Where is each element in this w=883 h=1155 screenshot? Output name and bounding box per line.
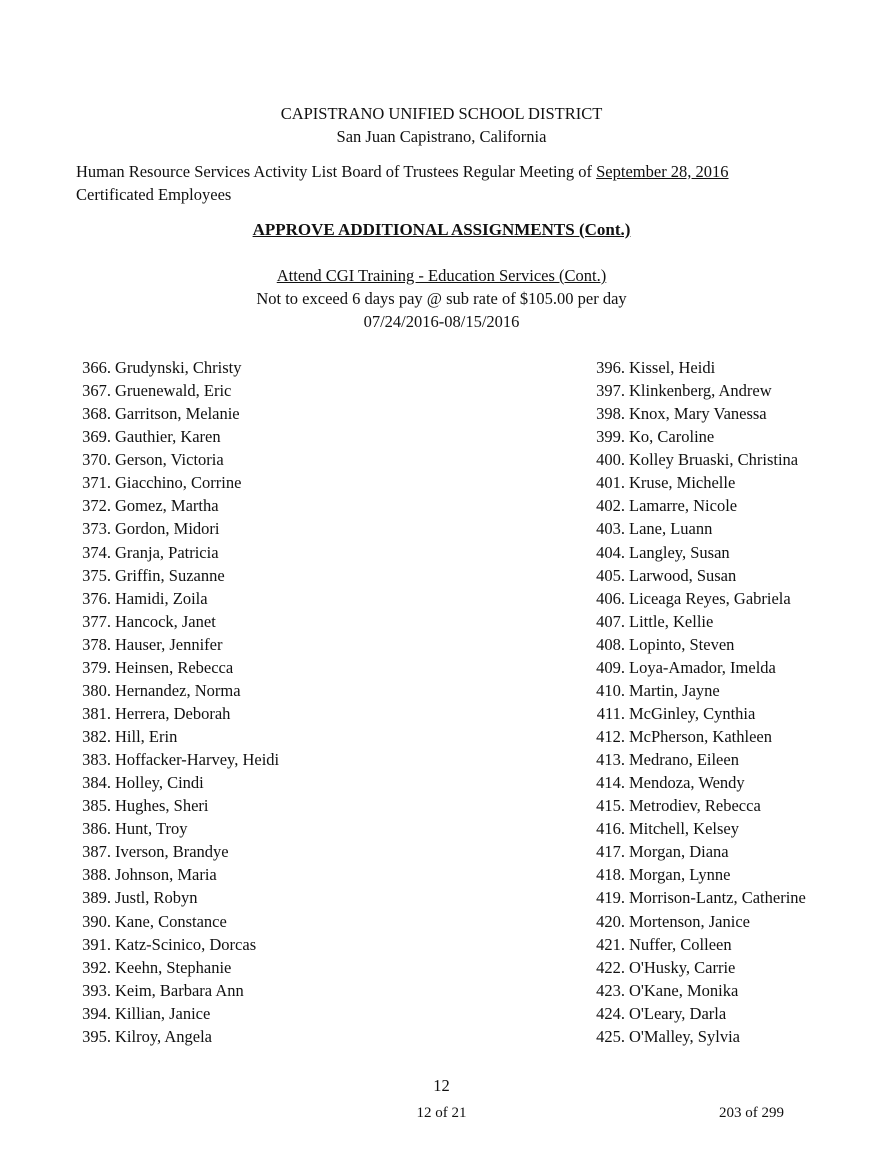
list-item-number: 392.	[82, 957, 111, 977]
list-item-number: 380.	[82, 680, 111, 700]
district-name: CAPISTRANO UNIFIED SCHOOL DISTRICT	[280, 104, 603, 123]
list-item-number: 418.	[596, 865, 625, 885]
list-item-number: 400.	[596, 450, 625, 470]
list-item-number: 412.	[596, 727, 625, 746]
list-item-number: 373.	[82, 519, 111, 539]
list-item-name: Little, Kellie	[629, 611, 714, 631]
list-item-number: 384.	[82, 773, 111, 793]
list-item-number: 396.	[596, 358, 625, 377]
list-item-name: Keehn, Stephanie	[115, 957, 232, 977]
list-item-name: Kruse, Michelle	[629, 473, 736, 493]
list-item-name: Kissel, Heidi	[629, 358, 716, 377]
list-item-number: 414.	[596, 773, 625, 793]
list-item-number: 417.	[596, 842, 625, 862]
list-item-name: Hunt, Troy	[115, 819, 188, 839]
list-item-number: 372.	[82, 496, 111, 516]
list-item-number: 390.	[82, 911, 111, 931]
list-item-name: O'Kane, Monika	[629, 980, 739, 1000]
list-item-number: 369.	[82, 427, 111, 447]
list-item	[73, 358, 279, 381]
list-item	[587, 427, 806, 450]
list-item-number: 419.	[596, 888, 625, 908]
list-item	[587, 566, 806, 589]
list-item-name: Lopinto, Steven	[629, 634, 735, 654]
list-item	[73, 935, 279, 958]
list-item	[587, 796, 806, 819]
list-item-name: McGinley, Cynthia	[629, 703, 756, 723]
list-item-number: 407.	[596, 611, 625, 631]
list-item-number: 416.	[596, 819, 625, 839]
list-item	[587, 935, 806, 958]
list-item	[587, 612, 806, 635]
list-item-name: Morrison-Lantz, Catherine	[629, 888, 806, 908]
list-item-name: Griffin, Suzanne	[115, 565, 225, 585]
right-employee-list	[587, 358, 806, 1050]
meeting-date: September 28, 2016	[596, 162, 729, 181]
list-item	[73, 681, 279, 704]
list-item	[73, 865, 279, 888]
list-item-name: Ko, Caroline	[629, 427, 715, 447]
list-item	[587, 543, 806, 566]
list-item	[73, 381, 279, 404]
list-item-name: Giacchino, Corrine	[115, 473, 242, 493]
page-number: 12	[433, 1076, 450, 1095]
list-item	[587, 773, 806, 796]
list-item-name: Klinkenberg, Andrew	[629, 381, 772, 401]
date-range: 07/24/2016-08/15/2016	[363, 312, 520, 331]
list-item	[587, 727, 806, 750]
list-item-name: Gruenewald, Eric	[115, 381, 232, 401]
list-item-number: 413.	[596, 750, 625, 770]
list-item-name: Hancock, Janet	[115, 611, 216, 631]
list-item-number: 410.	[596, 680, 625, 700]
list-item	[587, 819, 806, 842]
section-subtitle: Attend CGI Training - Education Services (Cont.)	[276, 266, 607, 285]
list-item	[73, 796, 279, 819]
list-item-number: 379.	[82, 657, 111, 677]
list-item	[73, 404, 279, 427]
list-item	[73, 566, 279, 589]
list-item	[587, 404, 806, 427]
list-item	[73, 888, 279, 911]
list-item-number: 415.	[596, 796, 625, 816]
list-item-name: Kilroy, Angela	[115, 1026, 212, 1046]
list-item-name: Hamidi, Zoila	[115, 588, 208, 608]
list-item	[73, 773, 279, 796]
list-item-name: Gauthier, Karen	[115, 427, 221, 447]
list-item	[73, 727, 279, 750]
list-item-number: 389.	[82, 888, 111, 908]
list-item-number: 377.	[82, 611, 111, 631]
list-item-name: O'Leary, Darla	[629, 1003, 727, 1023]
list-item-name: Gerson, Victoria	[115, 450, 224, 470]
list-item-number: 403.	[596, 519, 625, 539]
activity-line	[76, 162, 729, 182]
list-item-name: Loya-Amador, Imelda	[629, 657, 776, 677]
list-item	[587, 1004, 806, 1027]
list-item	[73, 750, 279, 773]
list-item	[73, 635, 279, 658]
list-item-number: 381.	[82, 703, 111, 723]
list-item	[73, 842, 279, 865]
list-item	[73, 819, 279, 842]
list-item-number: 366.	[82, 358, 111, 377]
list-item	[73, 496, 279, 519]
list-item-number: 422.	[596, 957, 625, 977]
list-item-name: Keim, Barbara Ann	[115, 980, 244, 1000]
list-item-number: 385.	[82, 796, 111, 816]
district-location: San Juan Capistrano, California	[336, 127, 547, 146]
list-item	[587, 888, 806, 911]
list-item-number: 391.	[82, 934, 111, 954]
list-item	[73, 543, 279, 566]
list-item-number: 378.	[82, 634, 111, 654]
list-item-name: Johnson, Maria	[115, 865, 217, 885]
list-item	[587, 958, 806, 981]
list-item-name: Gordon, Midori	[115, 519, 220, 539]
list-item-name: Kolley Bruaski, Christina	[629, 450, 799, 470]
list-item-number: 371.	[82, 473, 111, 493]
list-item-number: 386.	[82, 819, 111, 839]
list-item-name: Hauser, Jennifer	[115, 634, 223, 654]
list-item-number: 368.	[82, 404, 111, 424]
list-item	[73, 589, 279, 612]
list-item	[587, 496, 806, 519]
list-item-number: 425.	[596, 1026, 625, 1046]
list-item-name: Grudynski, Christy	[115, 358, 242, 377]
list-item	[587, 519, 806, 542]
list-item-number: 388.	[82, 865, 111, 885]
list-item-number: 401.	[596, 473, 625, 493]
list-item-name: Justl, Robyn	[115, 888, 198, 908]
list-item-name: Lamarre, Nicole	[629, 496, 738, 516]
list-item-number: 375.	[82, 565, 111, 585]
pay-note: Not to exceed 6 days pay @ sub rate of $105.00 per day	[256, 289, 627, 308]
list-item-name: Killian, Janice	[115, 1003, 211, 1023]
list-item-number: 402.	[596, 496, 625, 516]
list-item-number: 370.	[82, 450, 111, 470]
employee-group: Certificated Employees	[76, 185, 232, 204]
list-item-name: Herrera, Deborah	[115, 703, 231, 723]
list-item	[73, 612, 279, 635]
list-item	[587, 635, 806, 658]
list-item-name: Knox, Mary Vanessa	[629, 404, 767, 424]
list-item	[587, 589, 806, 612]
list-item-name: Martin, Jayne	[629, 680, 720, 700]
list-item-name: Mendoza, Wendy	[629, 773, 745, 793]
list-item-number: 406.	[596, 588, 625, 608]
list-item-name: Granja, Patricia	[115, 542, 219, 562]
list-item	[73, 519, 279, 542]
list-item	[73, 427, 279, 450]
list-item-number: 399.	[596, 427, 625, 447]
list-item-number: 421.	[596, 934, 625, 954]
list-item-name: Morgan, Diana	[629, 842, 729, 862]
page-of-section: 12 of 21	[416, 1105, 467, 1121]
activity-prefix: Human Resource Services Activity List Board of Trustees Regular Meeting of	[76, 162, 597, 181]
list-item-number: 409.	[596, 657, 625, 677]
list-item	[73, 981, 279, 1004]
list-item-number: 405.	[596, 565, 625, 585]
list-item-name: O'Malley, Sylvia	[629, 1026, 740, 1046]
list-item	[587, 981, 806, 1004]
list-item-number: 387.	[82, 842, 111, 862]
list-item-number: 367.	[82, 381, 111, 401]
list-item	[73, 473, 279, 496]
list-item	[587, 1027, 806, 1050]
list-item	[587, 842, 806, 865]
left-employee-list	[73, 358, 279, 1050]
list-item-number: 398.	[596, 404, 625, 424]
list-item	[587, 473, 806, 496]
list-item-name: Iverson, Brandye	[115, 842, 229, 862]
list-item	[587, 681, 806, 704]
list-item-name: O'Husky, Carrie	[629, 957, 736, 977]
list-item-number: 383.	[82, 750, 111, 770]
list-item	[73, 704, 279, 727]
list-item	[587, 658, 806, 681]
list-item	[587, 450, 806, 473]
list-item-number: 393.	[82, 980, 111, 1000]
list-item-name: Garritson, Melanie	[115, 404, 240, 424]
list-item-number: 397.	[596, 381, 625, 401]
list-item	[73, 1027, 279, 1050]
list-item-number: 408.	[596, 634, 625, 654]
page-of-total: 203 of 299	[719, 1105, 784, 1121]
section-title: APPROVE ADDITIONAL ASSIGNMENTS (Cont.)	[252, 220, 631, 239]
list-item-number: 395.	[82, 1026, 111, 1046]
list-item-name: Hernandez, Norma	[115, 680, 241, 700]
list-item	[587, 865, 806, 888]
list-item	[587, 912, 806, 935]
list-item	[73, 658, 279, 681]
list-item-name: Lane, Luann	[629, 519, 713, 539]
list-item	[73, 912, 279, 935]
list-item-name: Mortenson, Janice	[629, 911, 750, 931]
list-item-number: 394.	[82, 1003, 111, 1023]
list-item	[73, 958, 279, 981]
list-item	[73, 1004, 279, 1027]
list-item-number: 424.	[596, 1003, 625, 1023]
list-item	[587, 750, 806, 773]
list-item-name: Medrano, Eileen	[629, 750, 739, 770]
list-item-number: 411.	[596, 703, 625, 723]
list-item-name: Hoffacker-Harvey, Heidi	[115, 750, 280, 770]
list-item-number: 404.	[596, 542, 625, 562]
list-item	[73, 450, 279, 473]
list-item-name: Larwood, Susan	[629, 565, 737, 585]
list-item-name: Katz-Scinico, Dorcas	[115, 934, 257, 954]
list-item-number: 420.	[596, 911, 625, 931]
list-item-name: McPherson, Kathleen	[629, 727, 772, 746]
list-item-name: Morgan, Lynne	[629, 865, 731, 885]
list-item-number: 382.	[82, 727, 111, 746]
list-item-name: Kane, Constance	[115, 911, 227, 931]
list-item-name: Langley, Susan	[629, 542, 730, 562]
list-item-name: Metrodiev, Rebecca	[629, 796, 761, 816]
list-item-name: Gomez, Martha	[115, 496, 219, 516]
list-item-name: Holley, Cindi	[115, 773, 204, 793]
list-item-name: Hill, Erin	[115, 727, 178, 746]
list-item-number: 376.	[82, 588, 111, 608]
list-item	[587, 358, 806, 381]
list-item	[587, 381, 806, 404]
list-item-name: Liceaga Reyes, Gabriela	[629, 588, 791, 608]
list-item-number: 374.	[82, 542, 111, 562]
list-item	[587, 704, 806, 727]
list-item-name: Hughes, Sheri	[115, 796, 209, 816]
list-item-name: Nuffer, Colleen	[629, 934, 732, 954]
list-item-name: Mitchell, Kelsey	[629, 819, 739, 839]
list-item-name: Heinsen, Rebecca	[115, 657, 234, 677]
list-item-number: 423.	[596, 980, 625, 1000]
